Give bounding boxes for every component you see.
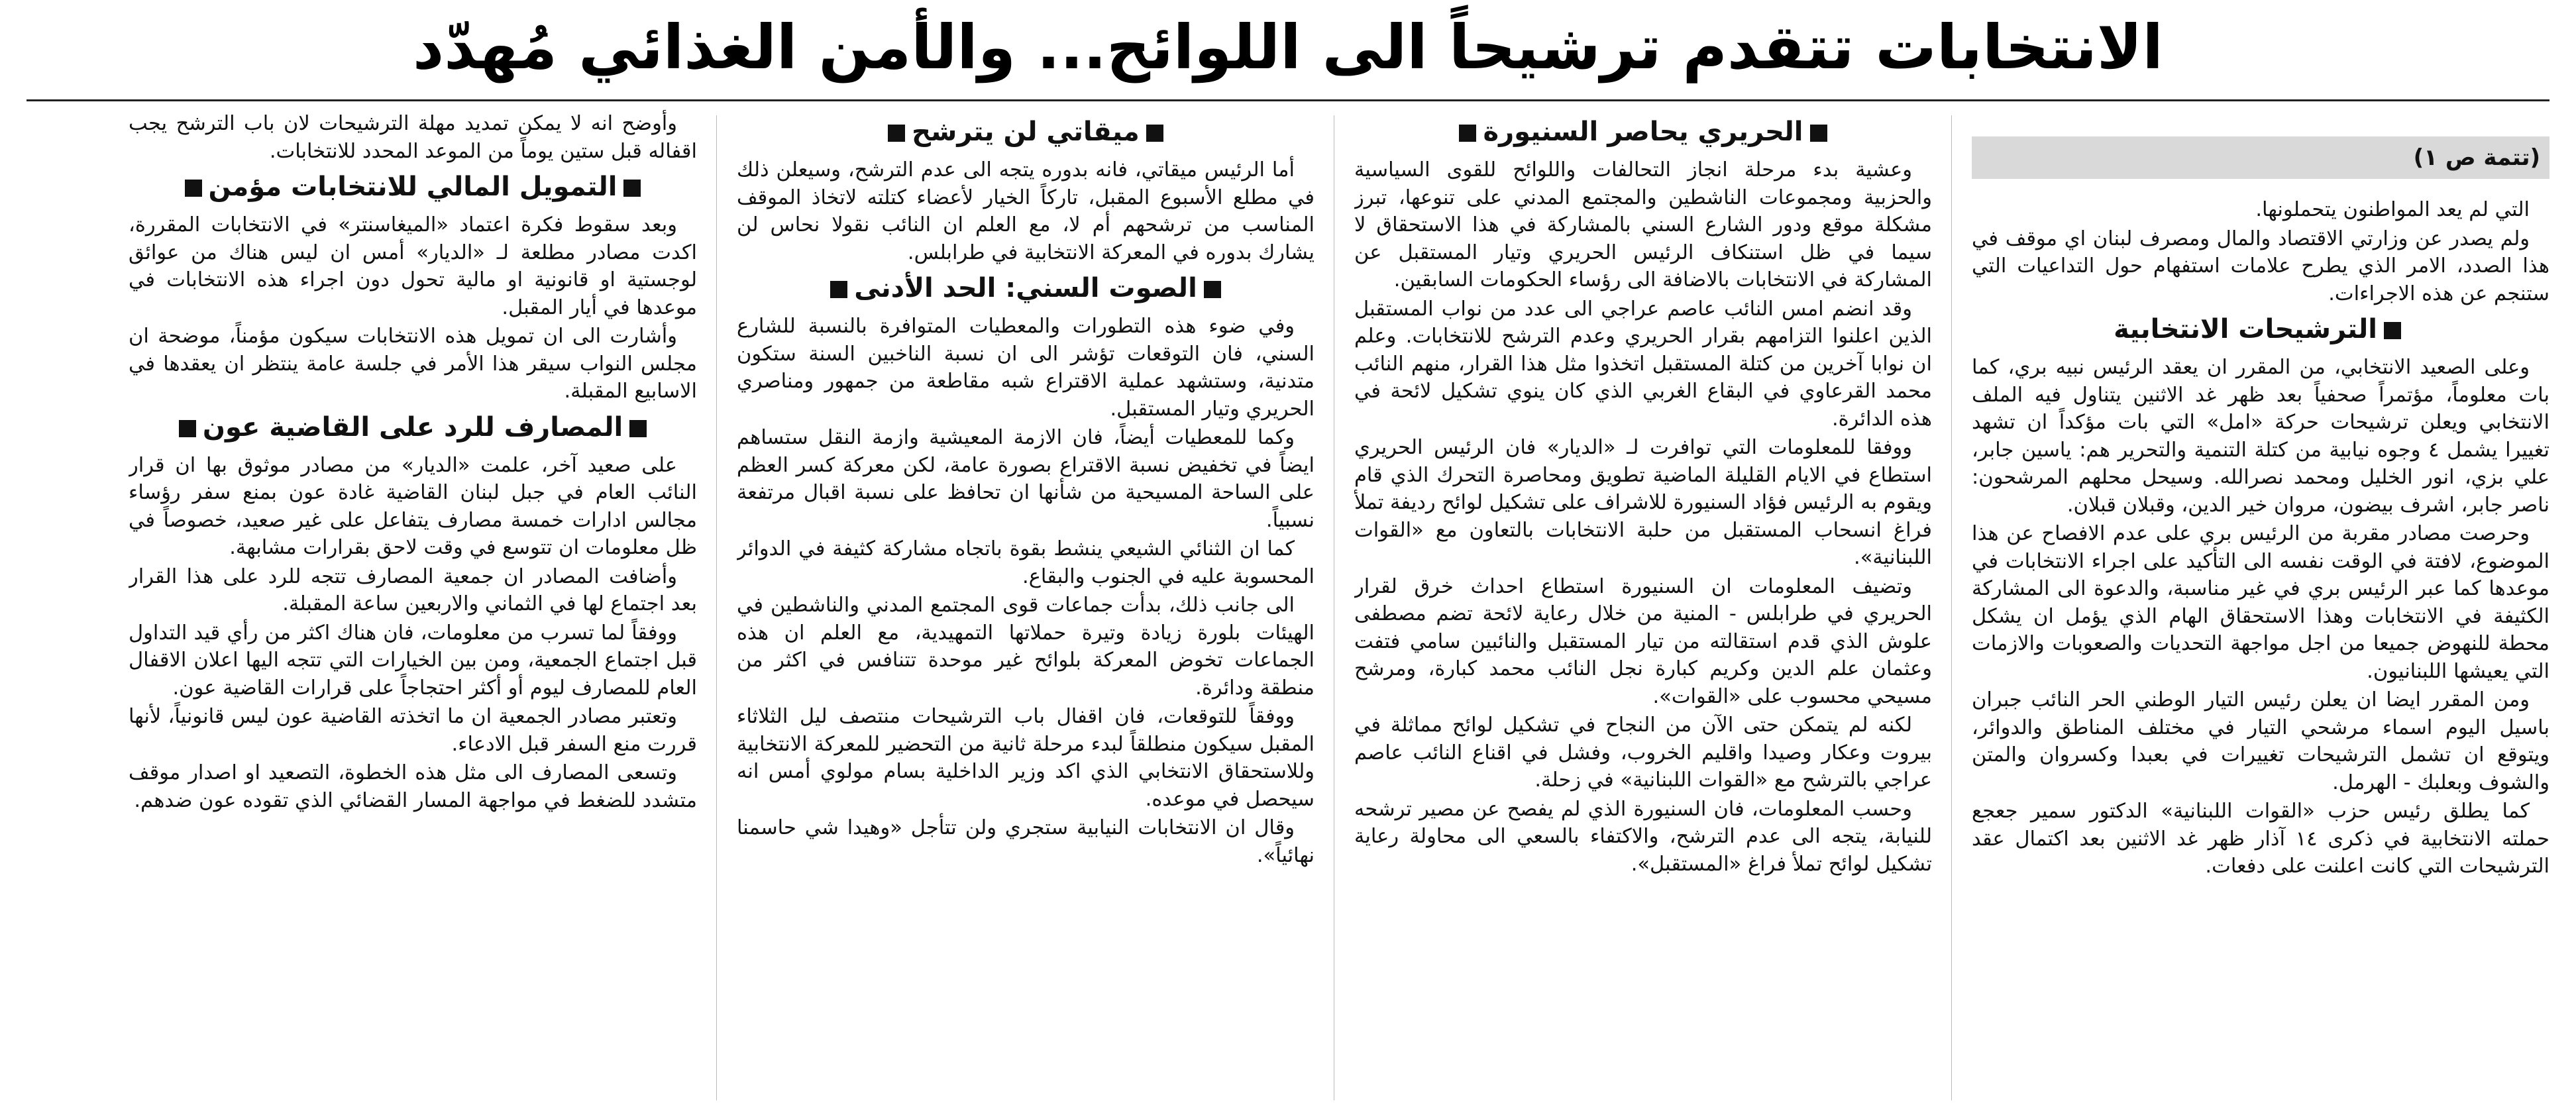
paragraph: وفي ضوء هذه التطورات والمعطيات المتوافرة بالنسبة للشارع السني، فان التوقعات تؤشر الى ان نسبة الناخبين السنة ستكون متدنية، وستشهد عملية الاقتراع شبه مقاطعة من جمهور ومناصري الحريري وتيار المستقبل. bbox=[737, 315, 1315, 421]
square-bullet-icon bbox=[830, 281, 847, 298]
square-bullet-icon bbox=[1204, 281, 1221, 298]
paragraph: ومن المقرر ايضا ان يعلن رئيس التيار الوطني الحر النائب جبران باسيل اليوم اسماء مرشحي التيار في مختلف المناطق والدوائر، ويتوقع ان تشمل الترشيحات تغييرات في بعبدا وكسروان والمتن والشوف وبعلبك - الهرمل. bbox=[1972, 688, 2549, 794]
square-bullet-icon bbox=[1146, 125, 1163, 142]
paragraph: كما ان الثنائي الشيعي ينشط بقوة باتجاه مشاركة كثيفة في الدوائر المحسوبة عليه في الجنوب والبقاع. bbox=[737, 537, 1315, 588]
article-columns bbox=[27, 110, 2549, 1106]
square-bullet-icon bbox=[179, 420, 196, 437]
paragraph: وكما للمعطيات أيضاً، فان الازمة المعيشية وازمة النقل ستساهم ايضاً في تخفيض نسبة الاقتراع بصورة عامة، لكن معركة كسر العظم على الساحة المسيحية من شأنها ان تحافظ على نسبة اقبال مرتفعة نسبياً. bbox=[737, 426, 1315, 532]
paragraph: وأوضح انه لا يمكن تمديد مهلة الترشيحات لان باب الترشح يجب اقفاله قبل ستين يوماً من الموعد المحدد للانتخابات. bbox=[129, 112, 697, 163]
column-2 bbox=[1354, 110, 1932, 1106]
subheading bbox=[737, 114, 1315, 150]
paragraph: ووفقاً لما تسرب من معلومات، فان هناك اكثر من رأي قيد التداول قبل اجتماع الجمعية، ومن بين الخيارات التي تتجه اليها اعلان الاقفال العام للمصارف ليوم أو أكثر احتجاجاً على قرارات القاضية عون. bbox=[129, 621, 697, 700]
paragraph: وعلى الصعيد الانتخابي، من المقرر ان يعقد الرئيس نبيه بري، كما بات معلوماً، مؤتمراً صحفياً بعد ظهر غد الاثنين يتناول فيه الملف الانتخابي ويعلن ترشيحات حركة «امل» التي بات مؤكداً ان تشهد تغييرا يشمل ٤ وجوه نيابية من كتلة التنمية والتحرير هم: ياسين جابر، علي بزي، انور الخليل ومحمد نصرالله. وسيحل محلهم المرشحون: ناصر جابر، اشرف بيضون، مروان خير الدين، وقبلان قبلان. bbox=[1972, 356, 2549, 517]
paragraph: التي لم يعد المواطنون يتحملونها. bbox=[2255, 198, 2530, 221]
paragraph: كما يطلق رئيس حزب «القوات اللبنانية» الدكتور سمير جعجع حملته الانتخابية في ذكرى ١٤ آذار ظهر غد الاثنين بعد اكتمال عقد الترشيحات التي كانت اعلنت على دفعات. bbox=[1972, 800, 2549, 878]
paragraph: لكنه لم يتمكن حتى الآن من النجاح في تشكيل لوائح مماثلة في بيروت وعكار وصيدا واقليم الخروب، وفشل في اقناع النائب عاصم عراجي بالترشح مع «القوات اللبنانية» في زحلة. bbox=[1354, 714, 1932, 792]
square-bullet-icon bbox=[629, 420, 647, 437]
headline-rule bbox=[27, 99, 2549, 101]
subheading bbox=[129, 409, 697, 445]
paragraph: ووفقاً للتوقعات، فان اقفال باب الترشيحات منتصف ليل الثلاثاء المقبل سيكون منطلقاً لبدء مرحلة ثانية من التحضير للمعركة الانتخابية وللاستحقاق الانتخابي الذي اكد وزير الداخلية بسام مولوي أمس انه سيحصل في موعده. bbox=[737, 705, 1315, 811]
paragraph: وحسب المعلومات، فان السنيورة الذي لم يفصح عن مصير ترشحه للنيابة، يتجه الى عدم الترشح، والاكتفاء بالسعي الى محاولة رعاية تشكيل لوائح تملأ فراغ «المستقبل». bbox=[1354, 797, 1932, 876]
square-bullet-icon bbox=[623, 180, 641, 197]
column-3 bbox=[737, 110, 1315, 1106]
paragraph: وأشارت الى ان تمويل هذه الانتخابات سيكون مؤمناً، موضحة ان مجلس النواب سيقر هذا الأمر في جلسة عامة ينتظر ان يعقدها في الاسابيع المقبلة. bbox=[129, 325, 697, 403]
paragraph: وقال ان الانتخابات النيابية ستجري ولن تتأجل «وهيدا شي حاسمنا نهائياً». bbox=[737, 816, 1315, 867]
square-bullet-icon bbox=[1459, 125, 1476, 142]
headline: الانتخابات تتقدم ترشيحاً الى اللوائح... والأمن الغذائي مُهدّد bbox=[413, 12, 2163, 83]
column-4 bbox=[129, 110, 697, 1106]
subheading-text: الصوت السني: الحد الأدنى bbox=[854, 273, 1197, 303]
paragraph: على صعيد آخر، علمت «الديار» من مصادر موثوق بها ان قرار النائب العام في جبل لبنان القاضية غادة عون بمنع سفر رؤساء مجالس ادارات خمسة مصارف يتفاعل على غير صعيد، خصوصاً في ظل معلومات ان تتوسع في وقت لاحق بقرارات مشابهة. bbox=[129, 453, 697, 559]
column-divider bbox=[716, 115, 717, 1100]
subheading bbox=[737, 270, 1315, 306]
square-bullet-icon bbox=[888, 125, 905, 142]
subheading-text: ميقاتي لن يترشح bbox=[912, 117, 1140, 147]
paragraph: وتضيف المعلومات ان السنيورة استطاع احداث خرق لقرار الحريري في طرابلس - المنية من خلال رعاية لائحة تضم مصطفى علوش الذي قدم استقالته من تيار المستقبل والنائبين سامي فتفت وعثمان علم الدين وكريم كبارة نجل النائب محمد كبارة، ومرشح مسيحي محسوب على «القوات». bbox=[1354, 574, 1932, 708]
paragraph: وتسعى المصارف الى مثل هذه الخطوة، التصعيد او اصدار موقف متشدد للضغط في مواجهة المسار القضائي الذي تقوده عون ضدهم. bbox=[129, 761, 697, 812]
subheading bbox=[1972, 311, 2549, 347]
subheading-text: التمويل المالي للانتخابات مؤمن bbox=[208, 172, 617, 202]
paragraph: وحرصت مصادر مقربة من الرئيس بري على عدم الافصاح عن هذا الموضوع، لافتة في الوقت نفسه الى التأكيد على اجراء الانتخابات في موعدها كما عبر الرئيس بري في غير مناسبة، والدعوة الى المشاركة الكثيفة في الانتخابات وهذا الاستحقاق الهام الذي يؤمل ان يشكل محطة للنهوض جميعا من اجل مواجهة التحديات والصعوبات والازمات التي يعيشها اللبنانيون. bbox=[1972, 522, 2549, 683]
paragraph: ولم يصدر عن وزارتي الاقتصاد والمال ومصرف لبنان اي موقف في هذا الصدد، الامر الذي يطرح علامات استفهام حول التداعيات التي ستنجم عن هذه الاجراءات. bbox=[1972, 227, 2549, 305]
paragraph: وتعتبر مصادر الجمعية ان ما اتخذته القاضية عون ليس قانونياً، لأنها قررت منع السفر قبل الادعاء. bbox=[129, 705, 697, 756]
paragraph: وأضافت المصادر ان جمعية المصارف تتجه للرد على هذا القرار بعد اجتماع لها في الثماني والاربعين ساعة المقبلة. bbox=[129, 564, 697, 615]
column-divider bbox=[1951, 115, 1952, 1100]
paragraph: وعشية بدء مرحلة انجاز التحالفات واللوائح للقوى السياسية والحزبية ومجموعات الناشطين والمجتمع المدني على تنوعها، تبرز مشكلة موقع ودور الشارع السني بالمشاركة في هذا الاستحقاق لا سيما في ظل استنكاف الرئيس الحريري وتيار المستقبل عن المشاركة في الانتخابات بالاضافة الى رؤساء الحكومات السابقين. bbox=[1354, 158, 1932, 291]
paragraph: أما الرئيس ميقاتي، فانه بدوره يتجه الى عدم الترشح، وسيعلن ذلك في مطلع الأسبوع المقبل، تاركاً الخيار لأعضاء كتلته لاتخاذ الموقف المناسب من ترشحهم أم لا، مع العلم ان النائب نقولا نحاس لن يشارك بدوره في المعركة الانتخابية في طرابلس. bbox=[737, 158, 1315, 264]
paragraph: وقد انضم امس النائب عاصم عراجي الى عدد من نواب المستقبل الذين اعلنوا التزامهم بقرار الحريري وعدم الترشح للانتخابات. وعلم ان نوابا آخرين من كتلة المستقبل اتخذوا مثل هذا القرار، منهم النائب محمد القرعاوي في البقاع الغربي الذي كان ينوي تشكيل لائحة في هذه الدائرة. bbox=[1354, 297, 1932, 431]
subheading bbox=[129, 169, 697, 205]
paragraph: ووفقا للمعلومات التي توافرت لـ «الديار» فان الرئيس الحريري استطاع في الايام القليلة الماضية تطويق ومحاصرة التحرك الذي قام ويقوم به الرئيس فؤاد السنيورة للاشراف على تشكيل لوائح رديفة تملأ فراغ انسحاب المستقبل من حلبة الانتخابات بالتعاون مع «القوات اللبنانية». bbox=[1354, 436, 1932, 569]
subheading bbox=[1354, 114, 1932, 150]
subheading-text: المصارف للرد على القاضية عون bbox=[202, 411, 623, 443]
square-bullet-icon bbox=[2384, 322, 2401, 339]
column-1 bbox=[1972, 110, 2549, 1106]
subheading-text: الترشيحات الانتخابية bbox=[2114, 314, 2377, 344]
continuation-label: (تتمة ص ١) bbox=[1972, 136, 2549, 179]
square-bullet-icon bbox=[185, 180, 202, 197]
square-bullet-icon bbox=[1810, 125, 1827, 142]
paragraph: وبعد سقوط فكرة اعتماد «الميغاسنتر» في الانتخابات المقررة، اكدت مصادر مطلعة لـ «الديار» أمس ان ليس هناك من عوائق لوجستية او قانونية او مالية تحول دون اجراء هذه الانتخابات في موعدها في أيار المقبل. bbox=[129, 213, 697, 319]
subheading-text: الحريري يحاصر السنيورة bbox=[1483, 117, 1803, 147]
paragraph: الى جانب ذلك، بدأت جماعات قوى المجتمع المدني والناشطين في الهيئات بلورة زيادة وتيرة حملاتها التمهيدية، مع العلم ان هذه الجماعات تخوض المعركة بلوائح غير موحدة تتنافس في اكثر من منطقة ودائرة. bbox=[737, 594, 1315, 700]
